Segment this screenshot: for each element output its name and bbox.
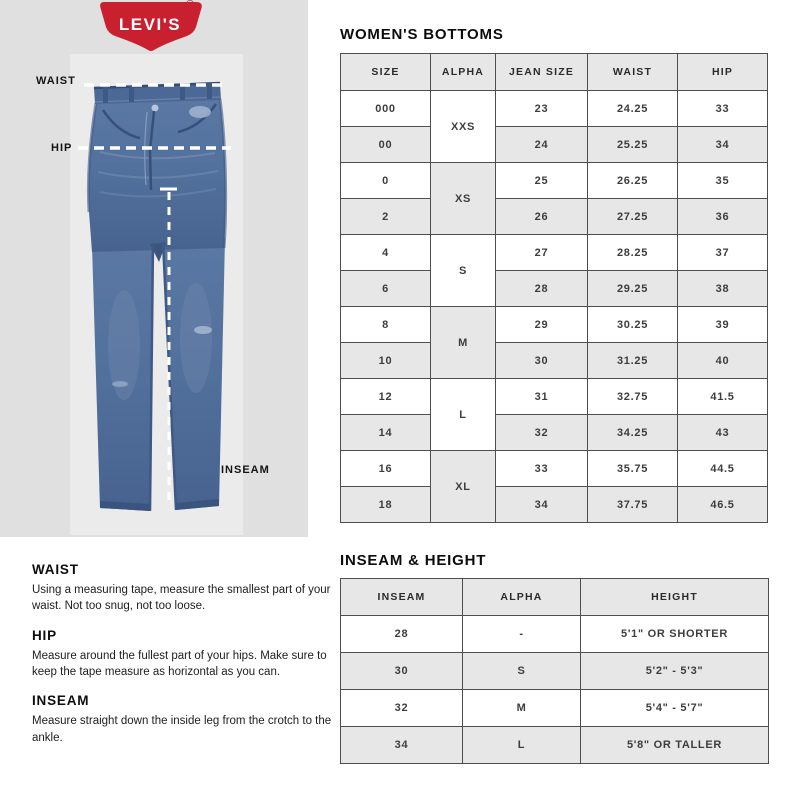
alpha-cell: S	[463, 653, 581, 690]
levis-logo	[98, 0, 208, 52]
jean-size-cell: 32	[496, 415, 588, 451]
size-table-row	[341, 415, 768, 451]
hip-cell: 39	[678, 307, 768, 343]
inseam-height-table	[340, 578, 769, 764]
bottoms-section-title: WOMEN'S BOTTOMS	[340, 26, 504, 43]
size-cell: 8	[341, 307, 431, 343]
size-cell: 10	[341, 343, 431, 379]
column-header-size: SIZE	[341, 54, 431, 91]
waist-cell: 25.25	[588, 127, 678, 163]
measure-guide-waist-heading: WAIST	[32, 562, 79, 577]
inseam-table-header	[341, 579, 769, 616]
waist-diagram-label: WAIST	[36, 75, 76, 87]
size-table-row	[341, 91, 768, 127]
height-cell: 5'8" OR TALLER	[581, 727, 769, 764]
waist-cell: 27.25	[588, 199, 678, 235]
jean-size-cell: 28	[496, 271, 588, 307]
inseam-diagram-label: INSEAM	[221, 464, 270, 476]
hip-cell: 43	[678, 415, 768, 451]
jeans-button	[152, 105, 159, 112]
hip-cell: 36	[678, 199, 768, 235]
hip-cell: 34	[678, 127, 768, 163]
size-cell: 4	[341, 235, 431, 271]
measure-guide-hip-text: Measure around the fullest part of your hips. Make sure to keep the tape measure as horizontal as you can.	[32, 649, 327, 678]
size-table-row	[341, 127, 768, 163]
column-header-inseam: INSEAM	[341, 579, 463, 616]
size-table-row	[341, 163, 768, 199]
size-table-row	[341, 343, 768, 379]
jean-size-cell: 30	[496, 343, 588, 379]
hip-cell: 35	[678, 163, 768, 199]
column-header-alpha: ALPHA	[431, 54, 496, 91]
hip-cell: 33	[678, 91, 768, 127]
waist-cell: 34.25	[588, 415, 678, 451]
waist-cell: 35.75	[588, 451, 678, 487]
size-cell: 00	[341, 127, 431, 163]
waist-cell: 26.25	[588, 163, 678, 199]
jean-size-cell: 34	[496, 487, 588, 523]
height-cell: 5'2" - 5'3"	[581, 653, 769, 690]
height-cell: 5'4" - 5'7"	[581, 690, 769, 727]
hip-cell: 37	[678, 235, 768, 271]
size-cell: 0	[341, 163, 431, 199]
waist-cell: 24.25	[588, 91, 678, 127]
alpha-cell: XS	[431, 163, 496, 235]
size-table-row	[341, 235, 768, 271]
column-header-height: HEIGHT	[581, 579, 769, 616]
inseam-table-row	[341, 653, 769, 690]
registered-trademark: ®	[186, 0, 195, 11]
size-cell: 000	[341, 91, 431, 127]
alpha-cell: M	[431, 307, 496, 379]
size-cell: 2	[341, 199, 431, 235]
jean-size-cell: 29	[496, 307, 588, 343]
column-header-waist: WAIST	[588, 54, 678, 91]
bottoms-table-body	[341, 91, 768, 523]
size-cell: 18	[341, 487, 431, 523]
jean-size-cell: 27	[496, 235, 588, 271]
inseam-cell: 32	[341, 690, 463, 727]
alpha-cell: L	[431, 379, 496, 451]
measure-guide-inseam-text: Measure straight down the inside leg from the crotch to the ankle.	[32, 715, 332, 744]
jean-size-cell: 33	[496, 451, 588, 487]
inseam-cell: 34	[341, 727, 463, 764]
waist-cell: 28.25	[588, 235, 678, 271]
hip-cell: 38	[678, 271, 768, 307]
jean-size-cell: 31	[496, 379, 588, 415]
hip-cell: 46.5	[678, 487, 768, 523]
inseam-table-body	[341, 616, 769, 764]
size-table-row	[341, 271, 768, 307]
jean-size-cell: 23	[496, 91, 588, 127]
levis-wordmark: LEVI'S	[118, 15, 182, 34]
size-table-row	[341, 199, 768, 235]
jean-size-cell: 26	[496, 199, 588, 235]
measure-guide-inseam-heading: INSEAM	[32, 693, 90, 709]
jean-size-cell: 24	[496, 127, 588, 163]
inseam-table-row	[341, 690, 769, 727]
waist-cell: 30.25	[588, 307, 678, 343]
size-cell: 16	[341, 451, 431, 487]
alpha-cell: S	[431, 235, 496, 307]
inseam-table-row	[341, 727, 769, 764]
hip-cell: 44.5	[678, 451, 768, 487]
size-cell: 6	[341, 271, 431, 307]
waist-cell: 32.75	[588, 379, 678, 415]
hip-cell: 40	[678, 343, 768, 379]
bottoms-table-header	[341, 54, 768, 91]
size-table-row	[341, 487, 768, 523]
alpha-cell: -	[463, 616, 581, 653]
waist-cell: 37.75	[588, 487, 678, 523]
waist-cell: 31.25	[588, 343, 678, 379]
alpha-cell: XXS	[431, 91, 496, 163]
hip-diagram-label: HIP	[51, 142, 73, 154]
alpha-cell: L	[463, 727, 581, 764]
product-panel	[0, 0, 308, 537]
hip-cell: 41.5	[678, 379, 768, 415]
measure-guide-hip-heading: HIP	[32, 627, 57, 643]
inseam-section-title: INSEAM & HEIGHT	[340, 552, 487, 569]
size-cell: 12	[341, 379, 431, 415]
column-header-jean-size: JEAN SIZE	[496, 54, 588, 91]
size-cell: 14	[341, 415, 431, 451]
measure-guide	[32, 562, 334, 759]
measure-guide-waist-text: Using a measuring tape, measure the smallest part of your waist. Not too snug, not too loose.	[32, 584, 331, 613]
column-header-alpha: ALPHA	[463, 579, 581, 616]
size-table-row	[341, 379, 768, 415]
alpha-cell: M	[463, 690, 581, 727]
inseam-cell: 28	[341, 616, 463, 653]
size-table-row	[341, 451, 768, 487]
size-table-row	[341, 307, 768, 343]
inseam-cell: 30	[341, 653, 463, 690]
alpha-cell: XL	[431, 451, 496, 523]
jean-size-cell: 25	[496, 163, 588, 199]
bottoms-size-table	[340, 53, 768, 523]
jeans-body	[88, 99, 225, 252]
column-header-hip: HIP	[678, 54, 768, 91]
waist-cell: 29.25	[588, 271, 678, 307]
inseam-table-row	[341, 616, 769, 653]
height-cell: 5'1" OR SHORTER	[581, 616, 769, 653]
